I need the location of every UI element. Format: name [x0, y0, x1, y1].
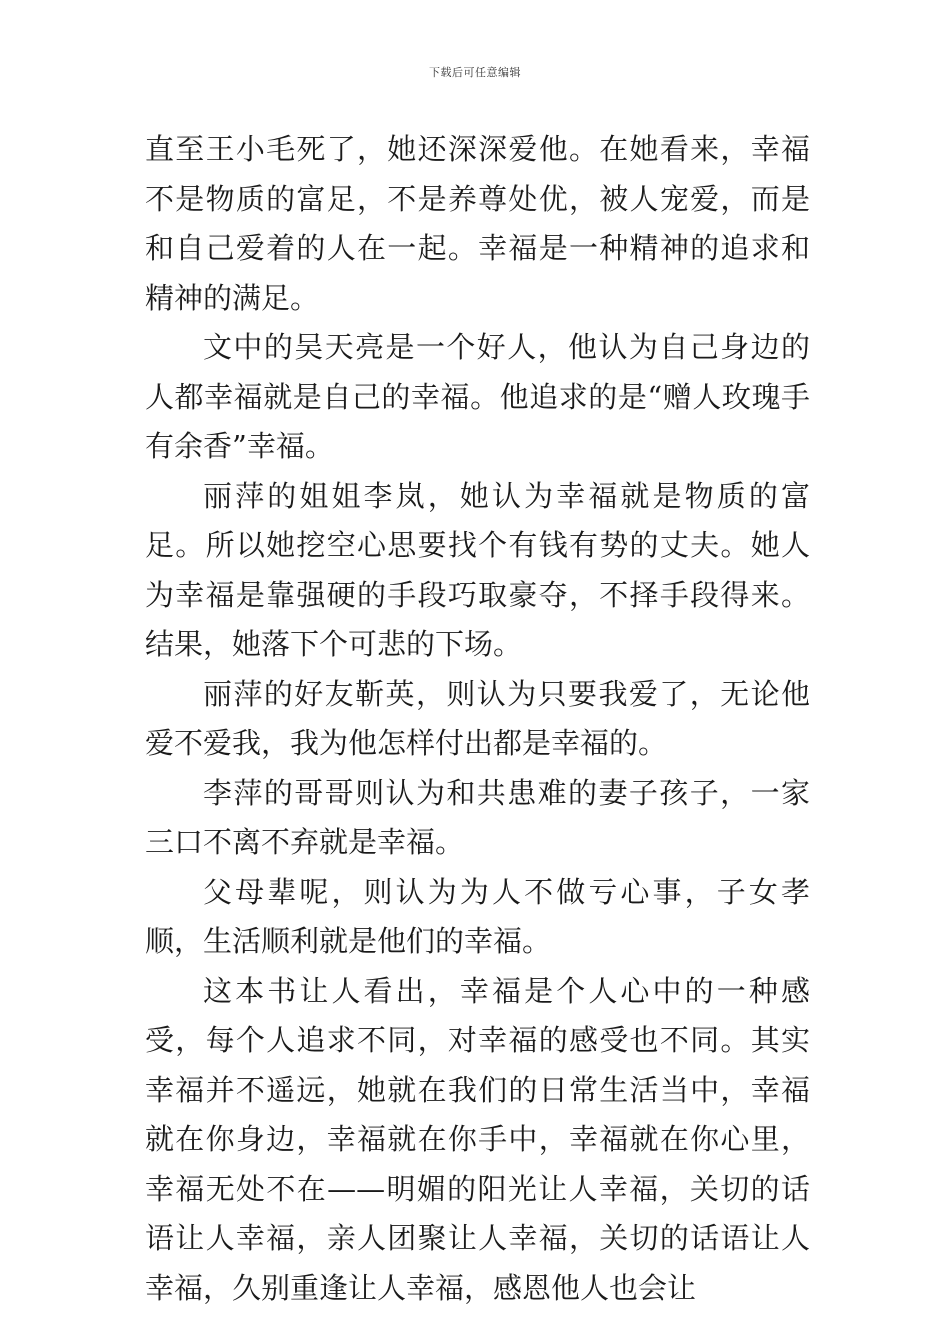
paragraph-4: 丽萍的好友靳英，则认为只要我爱了，无论他爱不爱我，我为他怎样付出都是幸福的。 — [145, 676, 810, 760]
paragraph-5: 李萍的哥哥则认为和共患难的妻子孩子，一家三口不离不弃就是幸福。 — [145, 775, 810, 859]
page-header: 下载后可任意编辑 — [429, 66, 521, 79]
paragraph-6: 父母辈呢，则认为为人不做亏心事，子女孝顺，生活顺利就是他们的幸福。 — [145, 874, 810, 958]
paragraph-2: 文中的吴天亮是一个好人，他认为自己身边的人都幸福就是自己的幸福。他追求的是“赠人玫瑰手有余香”幸福。 — [145, 330, 810, 463]
document-body — [145, 125, 810, 1313]
paragraph-1: 直至王小毛死了，她还深深爱他。在她看来，幸福不是物质的富足，不是养尊处优，被人宠爱，而是和自己爱着的人在一起。幸福是一种精神的追求和精神的满足。 — [145, 132, 810, 315]
paragraph-3: 丽萍的姐姐李岚，她认为幸福就是物质的富足。所以她挖空心思要找个有钱有势的丈夫。她人为幸福是靠强硬的手段巧取豪夺，不择手段得来。结果，她落下个可悲的下场。 — [145, 478, 810, 661]
paragraph-7: 这本书让人看出，幸福是个人心中的一种感受，每个人追求不同，对幸福的感受也不同。其实幸福并不遥远，她就在我们的日常生活当中，幸福就在你身边，幸福就在你手中，幸福就在你心里，幸福无处不在——明媚的阳光让人幸福，关切的话语让人幸福，亲人团聚让人幸福，关切的话语让人幸福，久别重逢让人幸福，感恩他人也会让 — [145, 973, 810, 1305]
